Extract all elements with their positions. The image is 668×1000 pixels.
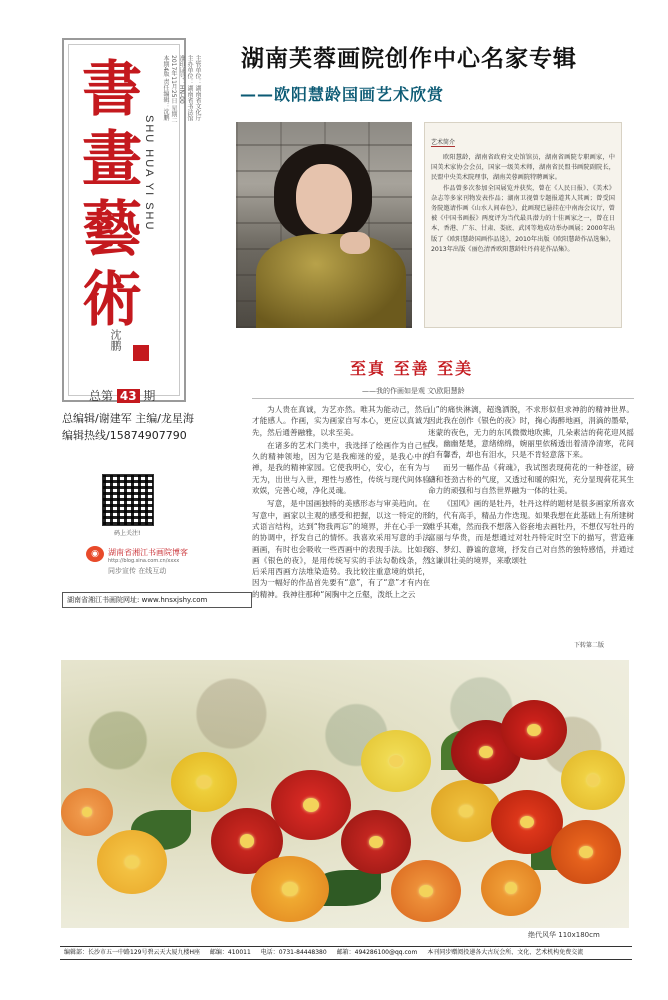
masthead-signature: 沈鹏 [109, 329, 122, 351]
painting-flower [431, 780, 501, 842]
portrait-hand [340, 232, 370, 254]
page-subhead: ——欧阳慧龄国画艺术欣赏 [240, 85, 445, 104]
painting-flower [481, 860, 541, 916]
painting-flower [501, 700, 567, 760]
footer-phone: 电话：0731-84448380 [260, 949, 327, 956]
logo-char: 術 [82, 265, 142, 335]
painting-flower [271, 770, 351, 840]
painting-flower [361, 730, 431, 792]
masthead-info-line: 主管单位：湖南省文化厅 [194, 55, 201, 121]
painting-flower [551, 820, 621, 884]
issue-number [89, 387, 155, 404]
article-paragraph: 为人贵在真诚，为艺亦然。唯其为能动己，然后才能感人。作画，实为画家自写本心，更应以真诚为先，然后通善融雅，以求至美。 [252, 405, 430, 437]
painting-flower [97, 830, 167, 894]
weibo-url[interactable]: http://blog.sina.com.cn/xxxx [108, 558, 180, 564]
painting-caption [528, 930, 600, 940]
peony-painting [61, 660, 629, 928]
page-headline: 湖南芙蓉画院创作中心名家专辑 [241, 46, 577, 72]
article-paragraph: 在诸多的艺术门类中，我选择了绘画作为自己恒久的精神领地，因为它是我痴迷的爱，是我心中的禅，是我的精神家园。它使我明心，安心，在有为与无为，出世与入世，理性与感性，传统与现代间体验欢娱，完善心境，净化灵魂。 [252, 440, 430, 496]
editor-line: 总编辑/谢建军 主编/龙星海 [62, 412, 194, 425]
footer-zip: 邮编：410011 [209, 949, 251, 956]
painting-flower [341, 810, 411, 874]
article-paragraph: 写意，是中国画独特的美感形态与审美趋向。在写意中，画家以主观的感受和把握，以这一特定的形式语言结构，达到“物我两忘”的境界，并在心手一致的协调中，抒发自己的情怀。我喜欢采用写意的手法画画，有时也会吸收一些西画中的表现手法。比如我画《银色的夜》，是用传统写实的手法勾勒线条，然后采用西画方法堆染造势。我比较注重意境的烘托，因为一幅好的作品首先要有“意”，有了“意”才有内在的精神。我神往那种“闲胸中之丘壑，泼纸上之云 [252, 499, 430, 599]
painting-flower [61, 788, 113, 836]
issue-value: 43 [117, 389, 140, 403]
article-paragraph: 山”的痛快淋漓，超逸洒脱，不求形似但求神韵的精神世界。因此我在创作《银色的夜》时，掬心海醉地画，涓滴的墨晕，迷蒙的夜色，无力的东风微微地吹拂，几朵素洁的荷花迎风摇曳，幽幽楚楚，意绪绵绵，婉丽里依稀透出着清净清寒，花间自有馨香，却也有泪水，只是不肯轻意落下来。 [428, 405, 634, 460]
qr-caption: 码上关注! [114, 530, 141, 537]
masthead-info-line: 主办单位：湖南省书法馆 [186, 55, 193, 121]
footer-note: 本刊同步赠阅投递各大古玩会所、文化、艺术机构免费交流 [427, 949, 584, 956]
footer-email[interactable]: 邮箱：494286100@qq.com [336, 949, 418, 956]
painting-size: 110x180cm [558, 931, 600, 939]
article-column-2 [428, 404, 634, 634]
footer-address: 编辑部：长沙市五一中路129号碧云天大厦九楼H座 [64, 949, 200, 956]
editor-hotline: 编辑热线/15874907790 [62, 429, 187, 442]
masthead-info-line: 2017年11月25日 星期二 [170, 55, 177, 124]
editor-credits [62, 410, 194, 444]
weibo-icon: ◉ [86, 546, 104, 562]
masthead-pinyin: SHU HUA YI SHU [143, 115, 155, 232]
portrait-scarf [256, 234, 406, 328]
weibo-slogan: 同步宣传 在线互动 [108, 567, 167, 575]
article-paragraph: 《国风》画的是牡丹，牡丹这样的题材是很多画家所喜欢的，代有高手，精品力作迭现。如果我想在此基础上有所建树难乎其难，然而我不想落入俗套地去画牡丹，不想仅写牡丹的富丽与华贵，而是想通过对牡丹特定时空下的描写，营造雍容、梦幻、静谧的意境，抒发自己对自然的独特感悟，并通过这谦训壮美的境界，来歌颂牡 [428, 499, 634, 565]
masthead [62, 38, 201, 403]
weibo-title: 湖南省湘江书画院博客 [108, 548, 188, 557]
masthead-frame [68, 44, 201, 403]
portrait-face [296, 164, 352, 234]
divider [252, 398, 634, 399]
bio-paragraph: 欧阳慧龄，湖南省政府文史馆馆员，湖南省画院专职画家，中国美术家协会会员，国家一级美术师，湖南省民盟书画院副院长，民盟中央美术院理事，湖南芙蓉画院特聘画家。 [431, 154, 615, 182]
painting-flower [251, 856, 329, 922]
website-link[interactable]: 湖南省湘江书画院网址: www.hnsxjshy.com [62, 592, 252, 608]
qr-code[interactable] [102, 474, 154, 526]
painting-flower [171, 752, 237, 812]
logo-char: 書 [82, 55, 142, 125]
logo-char: 畫 [82, 125, 142, 195]
article-column-1 [252, 404, 430, 648]
article-paragraph: 而另一幅作品《荷魂》，我试图表现荷花的一种苍涩，磅礴和苍劲古朴的气度，又透过和暖的阳光，充分显现荷花其生命力的顽强和与自然世界融为一体的壮美。 [428, 463, 634, 496]
painting-flower [391, 860, 461, 922]
artist-portrait [236, 122, 412, 328]
painting-flower [561, 750, 625, 810]
artist-bio [424, 122, 622, 328]
masthead-info-line: 准印证号：HN-00 [178, 55, 185, 104]
logo-char: 藝 [82, 195, 142, 265]
masthead-info [161, 55, 201, 355]
painting-title: 绝代风华 [528, 931, 556, 939]
continued-marker: 下转第二版 [574, 642, 605, 649]
article-title: 至真 至善 至美 [350, 359, 474, 378]
masthead-logo [81, 55, 143, 335]
issue-prefix: 总第 [89, 389, 114, 403]
article-byline: ——我的作画如是观 文\欧阳慧龄 [362, 387, 465, 395]
seal-stamp [133, 345, 149, 361]
bio-paragraph: 作品曾多次参加全国展览并获奖，曾在《人民日报》、《美术》杂志等多家刊物发表作品；湖南卫视曾专题报道其人其画；曾受国务院邀请作画《山水人间春色》，此画现已悬挂在中南海会议厅，曾被《中国书画报》两度评为当代最具潜力的十佳画家之一，曾在日本、香港、广东、甘肃、娄底、武冈等地成功举办画展；2000年出版了《欧阳慧龄国画作品选》，2010年出版《欧阳慧龄作品选集》，2013年出版《丽色清香欧阳慧龄牡丹荷花作品集》。 [431, 184, 615, 253]
weibo-blog-promo[interactable] [86, 546, 188, 580]
footer-bar [60, 946, 632, 960]
bio-tag: 艺术简介 [431, 139, 456, 146]
issue-suffix: 期 [143, 389, 156, 403]
masthead-info-line: 本期4版 责任编辑：沈鹏 [162, 55, 169, 121]
